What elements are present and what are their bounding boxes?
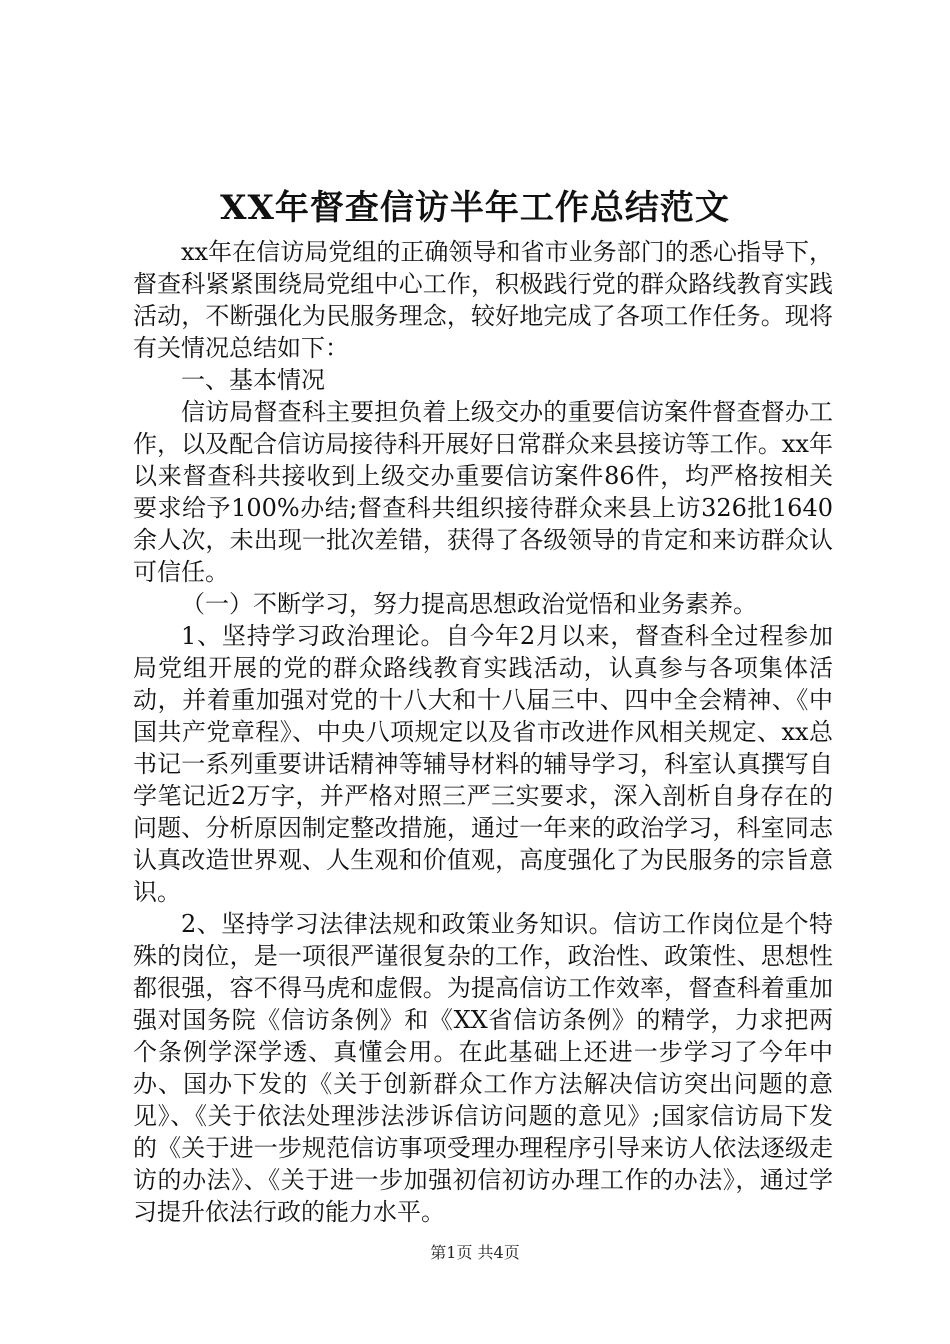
subsection-heading-learning: （一）不断学习，努力提高思想政治觉悟和业务素养。 xyxy=(181,590,757,618)
page-footer: 第1页 共4页 xyxy=(430,1243,520,1262)
paragraph-laws-regulations: 2、坚持学习法律法规和政策业务知识。信访工作岗位是个特殊的岗位，是一项很严谨很复杂的工作，政治性、政策性、思想性都很强，容不得马虎和虚假。为提高信访工作效率，督查科着重加强对国务院《信访条例》和《XX省信访条例》的精学，力求把两个条例学深学透、真懂会用。在此基础上还进一步学习了今年中办、国办下发的《关于创新群众工作方法解决信访突出问题的意见》、《关于依法处理涉法涉诉信访问题的意见》;国家信访局下发的《关于进一步规范信访事项受理办理程序引导来访人依法逐级走访的办法》、《关于进一步加强初信初访办理工作的办法》，通过学习提升依法行政的能力水平。 xyxy=(133,910,833,1226)
section-heading-basic: 一、基本情况 xyxy=(181,366,325,394)
paragraph-political-theory: 1、坚持学习政治理论。自今年2月以来，督查科全过程参加局党组开展的党的群众路线教育实践活动，认真参与各项集体活动，并着重加强对党的十八大和十八届三中、四中全会精神、《中国共产党章程》、中央八项规定以及省市改进作风相关规定、xx总书记一系列重要讲话精神等辅导材料的辅导学习，科室认真撰写自学笔记近2万字，并严格对照三严三实要求，深入剖析自身存在的问题、分析原因制定整改措施，通过一年来的政治学习，科室同志认真改造世界观、人生观和价值观，高度强化了为民服务的宗旨意识。 xyxy=(133,622,833,906)
page-title: XX年督查信访半年工作总结范文 xyxy=(220,188,730,228)
document-body xyxy=(133,236,833,1228)
paragraph-basic-situation: 信访局督查科主要担负着上级交办的重要信访案件督查督办工作，以及配合信访局接待科开展好日常群众来县接访等工作。xx年以来督查科共接收到上级交办重要信访案件86件，均严格按相关要求给予100%办结;督查科共组织接待群众来县上访326批1640余人次，未出现一批次差错，获得了各级领导的肯定和来访群众认可信任。 xyxy=(133,398,833,586)
paragraph-intro: xx年在信访局党组的正确领导和省市业务部门的悉心指导下，督查科紧紧围绕局党组中心工作，积极践行党的群众路线教育实践活动，不断强化为民服务理念，较好地完成了各项工作任务。现将有关情况总结如下： xyxy=(133,238,833,362)
